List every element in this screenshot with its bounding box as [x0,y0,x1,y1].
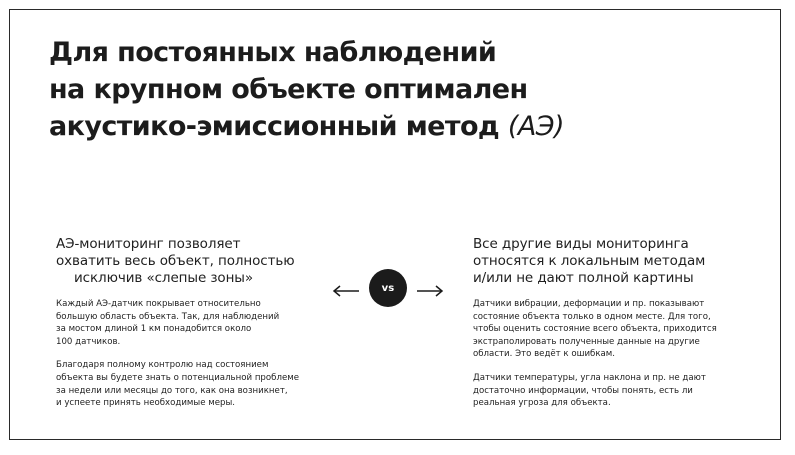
vs-circle [369,269,407,307]
left-heading-line: охватить весь объект, полностью [56,253,295,269]
paragraph-line: Датчики вибрации, деформации и пр. показывают [473,299,705,309]
paragraph-line: достаточно информации, чтобы понять, есть ли [473,385,693,396]
arrow-right-icon [416,282,444,301]
paragraph-line: Каждый АЭ-датчик покрывает относительно [56,299,261,309]
paragraph-line: 100 датчиков. [56,336,121,347]
paragraph-line: области. Это ведёт к ошибкам. [473,349,616,360]
paragraph-line: чтобы оценить состояние всего объекта, приходится [473,324,717,335]
right-heading-line: и/или не дают полной картины [473,270,694,286]
title-accent: (АЭ) [507,111,564,142]
title-line-3 [49,108,749,145]
right-paragraph-2 [473,372,738,410]
title-line-2: на крупном объекте оптимален [49,74,528,105]
left-heading-line: АЭ-мониторинг позволяет [56,236,241,252]
paragraph-line: за мостом длиной 1 км понадобится около [56,324,252,335]
paragraph-line: состояние объекта только в одном месте. Для того, [473,311,711,322]
left-paragraph-2 [56,359,321,409]
versus-badge [332,268,446,308]
right-heading-line: Все другие виды мониторинга [473,236,689,252]
right-heading-line: относятся к локальным методам [473,253,706,269]
arrow-left-icon [332,282,360,301]
paragraph-line: большую область объекта. Так, для наблюдений [56,311,280,322]
right-heading [473,236,738,287]
title-line-3-text: акустико-эмиссионный метод [49,111,500,142]
paragraph-line: экстраполировать полученные данные на другие [473,336,700,347]
right-column [473,236,738,421]
paragraph-line: и успеете принять необходимые меры. [56,398,235,409]
left-heading-line: исключив «слепые зоны» [74,270,254,286]
slide-title [49,34,749,145]
left-heading [56,236,321,287]
paragraph-line: реальная угроза для объекта. [473,398,611,409]
left-column [56,236,321,421]
vs-label: vs [381,282,395,294]
paragraph-line: объекта вы будете знать о потенциальной проблеме [56,372,300,383]
paragraph-line: Благодаря полному контролю над состоянием [56,360,269,371]
paragraph-line: за недели или месяцы до того, как она возникнет, [56,385,288,396]
paragraph-line: Датчики температуры, угла наклона и пр. не дают [473,372,706,383]
title-line-1: Для постоянных наблюдений [49,37,497,68]
left-paragraph-1 [56,298,321,348]
right-paragraph-1 [473,298,738,361]
